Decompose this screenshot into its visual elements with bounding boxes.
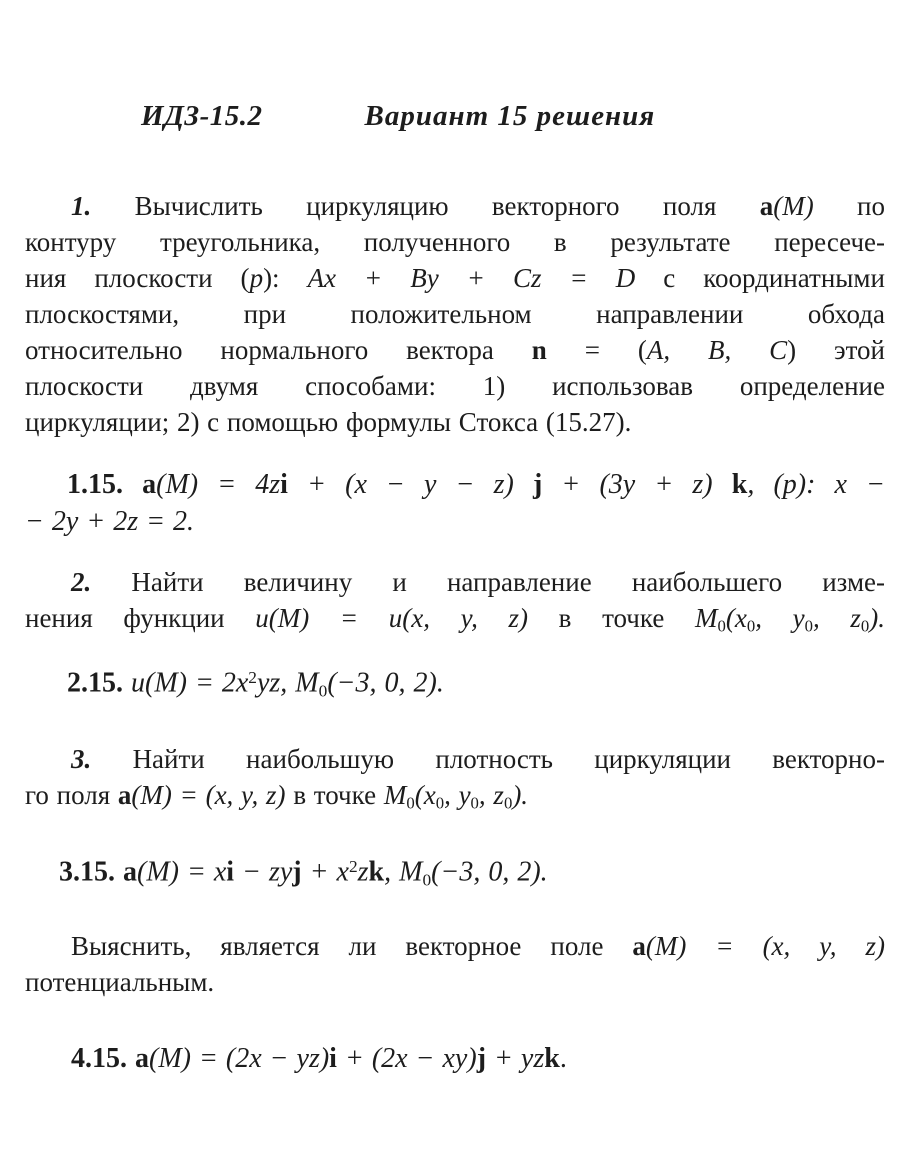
problem-1-line: относительно нормального вектора n = (A, B, C) этой (25, 335, 885, 365)
task-3-15-formula (25, 848, 885, 899)
task-1-15-line: − 2y + 2z = 2. (25, 506, 195, 537)
page-header (25, 98, 885, 134)
problem-3-line: го поля a(M) = (x, y, z) в точке M0(x0, y0, z0). (25, 780, 529, 813)
problem-1-line: циркуляции; 2) с помощью формулы Стокса (15.27). (25, 407, 632, 437)
variant-title: Вариант 15 решения (364, 100, 656, 132)
problem-4-line: потенциальным. (25, 967, 215, 998)
task-2-15-line: 2.15. $u(M) = 2x^2yz$, M0(−3, 0, 2). (67, 667, 444, 701)
problem-4-statement (25, 928, 885, 1000)
problem-1-statement (25, 188, 885, 440)
problem-1-line: контуру треугольника, полученного в результате пересече- (25, 227, 885, 257)
problem-1-line: плоскостями, при положительном направлении обхода (25, 299, 885, 329)
task-4-15-line: 4.15. a(M) = (2x − yz)i + (2x − xy)j + yzk. (71, 1043, 567, 1075)
problem-2-statement (25, 564, 885, 645)
problem-1-line: ния плоскости (p): Ax + By + Cz = D с координатными (25, 263, 885, 293)
problem-1-line: плоскости двумя способами: 1) использовав определение (25, 371, 885, 401)
task-4-15-formula (25, 1040, 885, 1077)
problem-1-line: 1. Вычислить циркуляцию векторного поля a(M) по (71, 191, 885, 221)
problem-2-line: 2. Найти величину и направление наибольшего изме- (71, 567, 886, 597)
assignment-code: ИДЗ-15.2 (141, 100, 263, 132)
problem-3-statement (25, 741, 885, 822)
problem-2-line: нения функции u(M) = u(x, y, z) в точке M0(x0, y0, z0). (25, 603, 885, 636)
task-1-15-formula (25, 466, 885, 540)
problem-4-line: Выяснить, является ли векторное поле a(M) = (x, y, z) (71, 931, 885, 962)
task-3-15-line: 3.15. a(M) = xi − zyj + $x^2zk$, M0(−3, 0, 2). (59, 856, 548, 890)
task-2-15-formula (25, 659, 885, 710)
problem-3-line: 3. Найти наибольшую плотность циркуляции векторно- (71, 744, 885, 775)
task-1-15-line: 1.15. a(M) = 4zi + (x − y − z) j + (3y + z) k, (p): x − (67, 469, 886, 500)
